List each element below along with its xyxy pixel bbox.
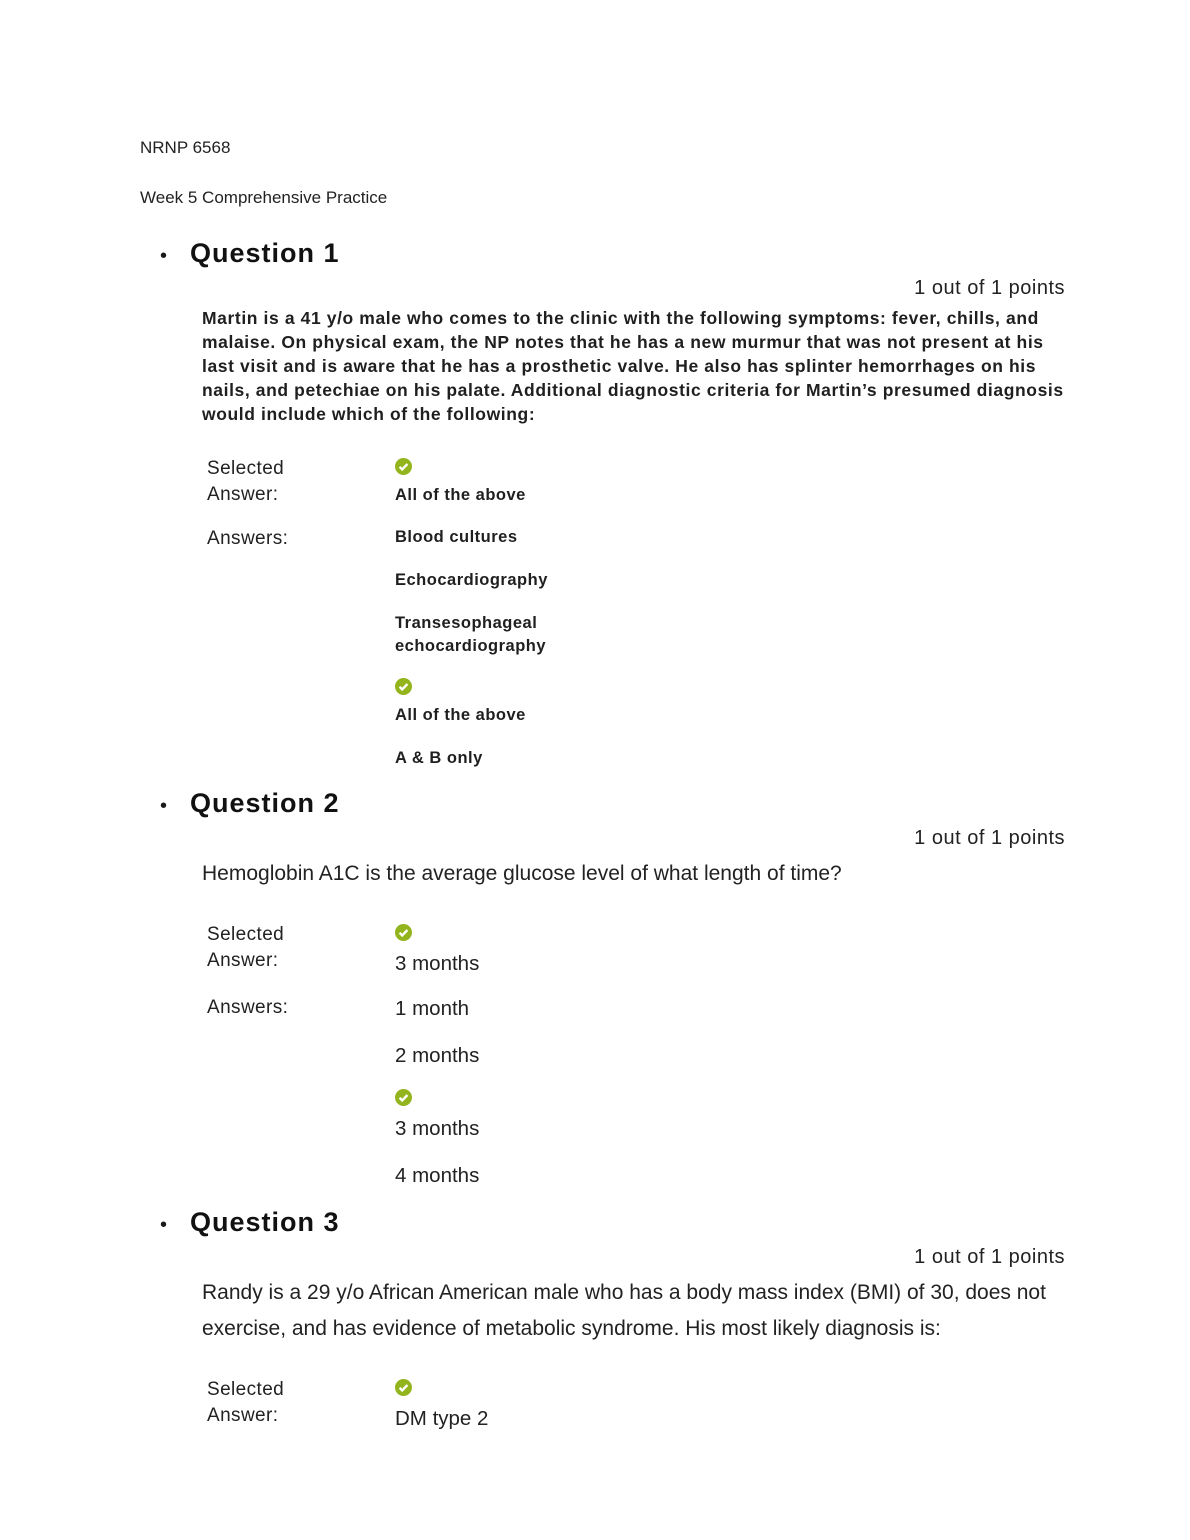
- question-2-answers-table: [207, 922, 1065, 1189]
- answer-option: [395, 1089, 479, 1142]
- question-points: 1 out of 1 points: [914, 827, 1065, 849]
- selected-answer-row: [207, 1377, 1065, 1432]
- answer-option-text: 3 months: [395, 1117, 480, 1140]
- question-3-answers-table: [207, 1377, 1065, 1432]
- selected-answer-value: [395, 1377, 488, 1432]
- document-header: [140, 138, 1065, 208]
- answer-option: [395, 569, 575, 592]
- document-title: Week 5 Comprehensive Practice: [140, 188, 388, 207]
- correct-check-icon: [395, 458, 412, 475]
- answer-option-text: All of the above: [395, 706, 526, 724]
- answers-list: [395, 995, 479, 1189]
- question-text: Randy is a 29 y/o African American male who has a body mass index (BMI) of 30, does not exercise, and has evidence of metabolic syndrome. His most likely diagnosis is:: [202, 1281, 1046, 1340]
- answers-row: [207, 526, 1065, 770]
- bullet-icon: •: [160, 1214, 168, 1236]
- bullet-icon: •: [160, 245, 168, 267]
- answer-option-text: Blood cultures: [395, 528, 518, 546]
- answer-option-text: Echocardiography: [395, 571, 548, 589]
- answer-option-text: 4 months: [395, 1164, 480, 1187]
- correct-check-icon: [395, 1089, 412, 1106]
- selected-answer-text: DM type 2: [395, 1407, 489, 1430]
- answer-option: [395, 1162, 479, 1189]
- selected-answer-label: Selected Answer:: [207, 458, 285, 505]
- correct-check-icon: [395, 924, 412, 941]
- answer-option: [395, 612, 575, 658]
- question-points: 1 out of 1 points: [914, 277, 1065, 299]
- selected-answer-text: 3 months: [395, 952, 480, 975]
- course-code: NRNP 6568: [140, 138, 231, 157]
- correct-check-icon: [395, 1379, 412, 1396]
- question-1-heading: [140, 238, 1065, 269]
- selected-answer-value: [395, 456, 526, 508]
- selected-answer-text: All of the above: [395, 486, 526, 504]
- correct-check-icon: [395, 678, 412, 695]
- selected-answer-value: [395, 922, 479, 977]
- question-3-heading: [140, 1207, 1065, 1238]
- question-text: Hemoglobin A1C is the average glucose level of what length of time?: [202, 862, 842, 885]
- answers-label: Answers:: [207, 997, 289, 1018]
- question-2-section: [140, 788, 1065, 1189]
- question-title: Question 3: [190, 1207, 340, 1237]
- answer-option: [395, 526, 575, 549]
- question-3-section: [140, 1207, 1065, 1432]
- answer-option: [395, 678, 575, 727]
- question-1-answers-table: [207, 456, 1065, 770]
- answers-row: [207, 995, 1065, 1189]
- answer-option-text: 2 months: [395, 1044, 480, 1067]
- selected-answer-row: [207, 456, 1065, 508]
- question-points: 1 out of 1 points: [914, 1246, 1065, 1268]
- bullet-icon: •: [160, 795, 168, 817]
- question-title: Question 2: [190, 788, 340, 818]
- question-2-heading: [140, 788, 1065, 819]
- answers-label: Answers:: [207, 528, 289, 549]
- selected-answer-label: Selected Answer:: [207, 1379, 285, 1426]
- answer-option: [395, 747, 575, 770]
- question-title: Question 1: [190, 238, 340, 268]
- answer-option: [395, 995, 479, 1022]
- answer-option-text: Transesophageal echocardiography: [395, 614, 547, 655]
- question-1-section: [140, 238, 1065, 770]
- answer-option-text: A & B only: [395, 749, 483, 767]
- question-text: Martin is a 41 y/o male who comes to the clinic with the following symptoms: fever, chills, and malaise. On physical exam, the NP notes that he has a new murmur that was not present at his last visit and is aware that he has a prosthetic valve. He also has splinter hemorrhages on his nails, and petechiae on his palate. Additional diagnostic criteria for Martin’s presumed diagnosis would include which of the following:: [202, 308, 1064, 424]
- selected-answer-label: Selected Answer:: [207, 924, 285, 971]
- answer-option: [395, 1042, 479, 1069]
- answer-option-text: 1 month: [395, 997, 470, 1020]
- answers-list: [395, 526, 575, 770]
- selected-answer-row: [207, 922, 1065, 977]
